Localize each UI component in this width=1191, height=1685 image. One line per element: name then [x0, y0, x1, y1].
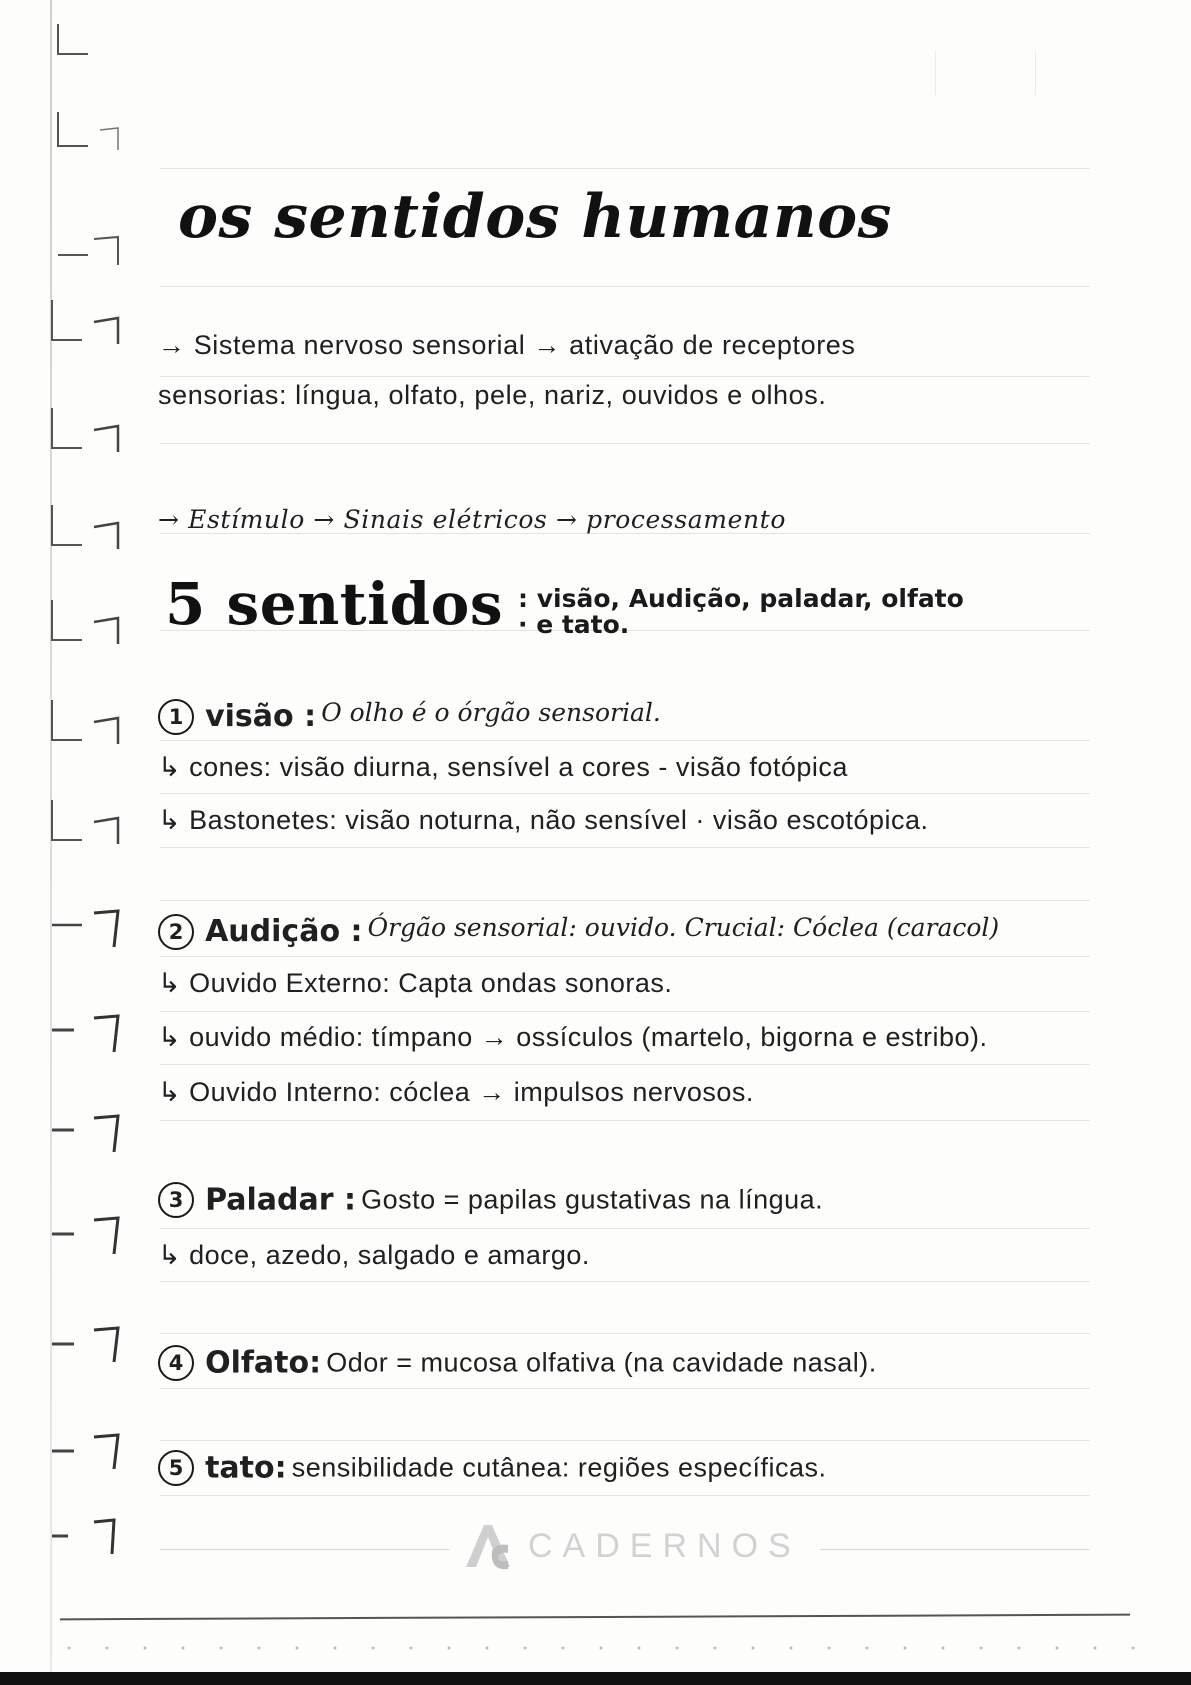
- five-senses-list-line-2: · e tato.: [518, 610, 630, 639]
- section-number-badge: 2: [158, 914, 194, 950]
- section-taste-sub-1: ↳ doce, azedo, salgado e amargo.: [158, 1240, 590, 1270]
- section-smell-header: [158, 1345, 877, 1381]
- section-heading: tato:: [205, 1450, 287, 1486]
- section-hearing-header: [158, 913, 999, 950]
- dot-grid-row: [50, 1646, 1150, 1650]
- section-heading: Paladar :: [205, 1182, 357, 1218]
- section-text: Órgão sensorial: ouvido. Crucial: Cóclea (caracol): [367, 913, 1000, 942]
- section-hearing-sub-1: ↳ Ouvido Externo: Capta ondas sonoras.: [158, 968, 673, 998]
- section-touch-header: [158, 1450, 827, 1486]
- top-tick-mark: [1035, 50, 1036, 95]
- section-vision-sub-2: ↳ Bastonetes: visão noturna, não sensível · visão escotópica.: [158, 805, 929, 835]
- five-senses-heading: 5 sentidos: [165, 570, 503, 638]
- watermark-rule-left: [160, 1549, 450, 1550]
- section-text: O olho é o órgão sensorial.: [321, 698, 661, 727]
- page-bottom-line: [60, 1614, 1130, 1621]
- watermark-text: CADERNOS: [528, 1526, 801, 1565]
- section-hearing-sub-3: ↳ Ouvido Interno: cóclea → impulsos nervosos.: [158, 1077, 754, 1107]
- section-number-badge: 4: [158, 1345, 194, 1381]
- section-vision-sub-1: ↳ cones: visão diurna, sensível a cores - visão fotópica: [158, 752, 848, 782]
- intro-line-2: sensorias: língua, olfato, pele, nariz, ouvidos e olhos.: [158, 380, 827, 410]
- top-tick-mark: [935, 50, 936, 95]
- photo-bottom-edge: [0, 1672, 1191, 1685]
- section-number-badge: 5: [158, 1450, 194, 1486]
- section-heading: visão :: [205, 699, 317, 734]
- intro-line-3: → Estímulo → Sinais elétricos → processamento: [158, 505, 786, 534]
- section-number-badge: 1: [158, 699, 194, 735]
- section-vision-header: [158, 698, 661, 735]
- ac-logo-icon: [462, 1521, 516, 1571]
- intro-line-1: → Sistema nervoso sensorial → ativação de receptores: [158, 330, 856, 360]
- section-heading: Audição :: [205, 914, 363, 949]
- section-text: Gosto = papilas gustativas na língua.: [361, 1184, 824, 1215]
- section-hearing-sub-2: ↳ ouvido médio: tímpano → ossículos (martelo, bigorna e estribo).: [158, 1022, 988, 1052]
- section-taste-header: [158, 1182, 823, 1218]
- page-title: os sentidos humanos: [178, 182, 892, 252]
- five-senses-list-line-1: : visão, Audição, paladar, olfato: [518, 584, 964, 613]
- watermark-rule-right: [820, 1549, 1090, 1550]
- section-text: Odor = mucosa olfativa (na cavidade nasal).: [326, 1347, 877, 1378]
- watermark: [462, 1521, 801, 1571]
- section-heading: Olfato:: [205, 1345, 322, 1381]
- section-text: sensibilidade cutânea: regiões específicas.: [291, 1452, 827, 1483]
- section-number-badge: 3: [158, 1182, 194, 1218]
